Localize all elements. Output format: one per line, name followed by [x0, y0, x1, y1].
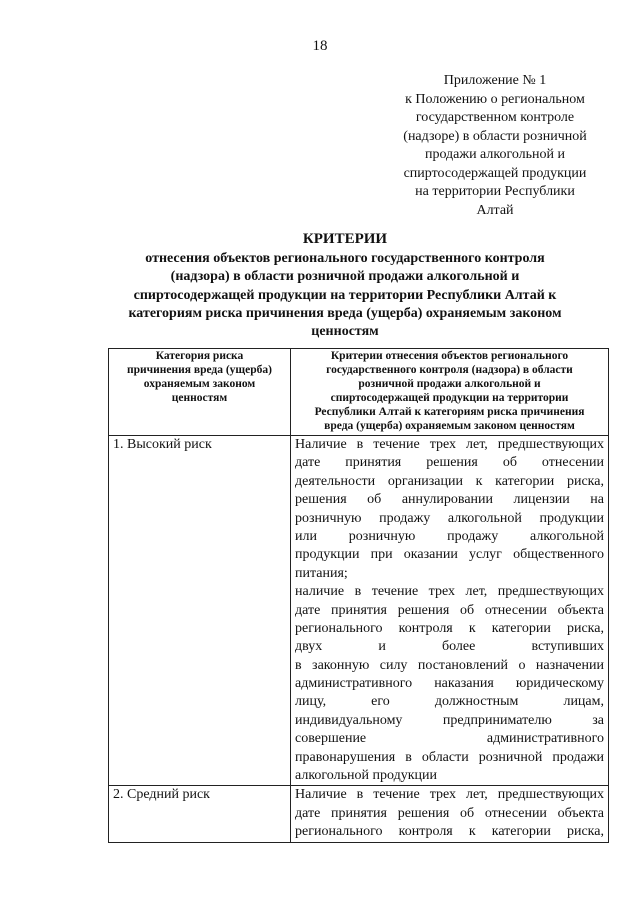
header-category: Категория риска причинения вреда (ущерба) охраняемым законом ценностям [109, 349, 291, 436]
appendix-line: спиртосодержащей продукции [403, 165, 587, 181]
table-row-medium-risk [109, 786, 609, 842]
subtitle-line: спиртосодержащей продукции на территории Республики Алтай к [133, 287, 557, 303]
appendix-line: Приложение № 1 [443, 73, 547, 88]
criteria-cell: Наличие в течение трех лет, предшествующих дате принятия решения об отнесении деятельности организации к категории риска, решения об аннулировании лицензии на розничную продажу алкогольной продукции или розничную продажу алкогольной продукции при оказании услуг общественного питания; наличие в течение трех лет, предшествующих дате принятия решения об отнесении объекта регионального контроля к категории риска, двух и более вступивших в законную силу постановлений о назначении административного наказания юридическому лицу, его должностным лицам, индивидуальному предпринимателю за совершение административного правонарушения в области розничной продажи алкогольной продукции [291, 436, 609, 786]
header-criteria: Критерии отнесения объектов регионального государственного контроля (надзора) в области розничной продажи алкогольной и спиртосодержащей продукции на территории Республики Алтай к категориям риска причинения вреда (ущерба) охраняемым законом ценностям [291, 349, 609, 436]
appendix-line: государственном контроле [415, 110, 575, 125]
document-subtitle [105, 250, 585, 341]
subtitle-line: отнесения объектов регионального государственного контроля [145, 251, 545, 266]
appendix-line: продажи алкогольной и [424, 147, 566, 162]
criteria-table [108, 348, 609, 843]
category-cell: 1. Высокий риск [109, 436, 291, 786]
appendix-line: к Положению о региональном [405, 91, 585, 107]
page-number: 18 [312, 38, 328, 54]
appendix-line: (надзоре) в области розничной [403, 128, 587, 144]
criteria-cell: Наличие в течение трех лет, предшествующих дате принятия решения об отнесении объекта регионального контроля к категории риска, [291, 786, 609, 842]
category-cell: 2. Средний риск [109, 786, 291, 842]
appendix-line: на территории Республики [415, 184, 575, 199]
subtitle-line: ценностям [311, 324, 379, 340]
appendix-note [380, 72, 610, 220]
table-header-row [109, 349, 609, 436]
subtitle-line: (надзора) в области розничной продажи алкогольной и [170, 269, 520, 285]
appendix-line: Алтай [476, 202, 514, 218]
document-title: КРИТЕРИИ [302, 231, 388, 247]
table-row-high-risk [109, 436, 609, 786]
subtitle-line: категориям риска причинения вреда (ущерба) охраняемым законом [128, 305, 562, 321]
